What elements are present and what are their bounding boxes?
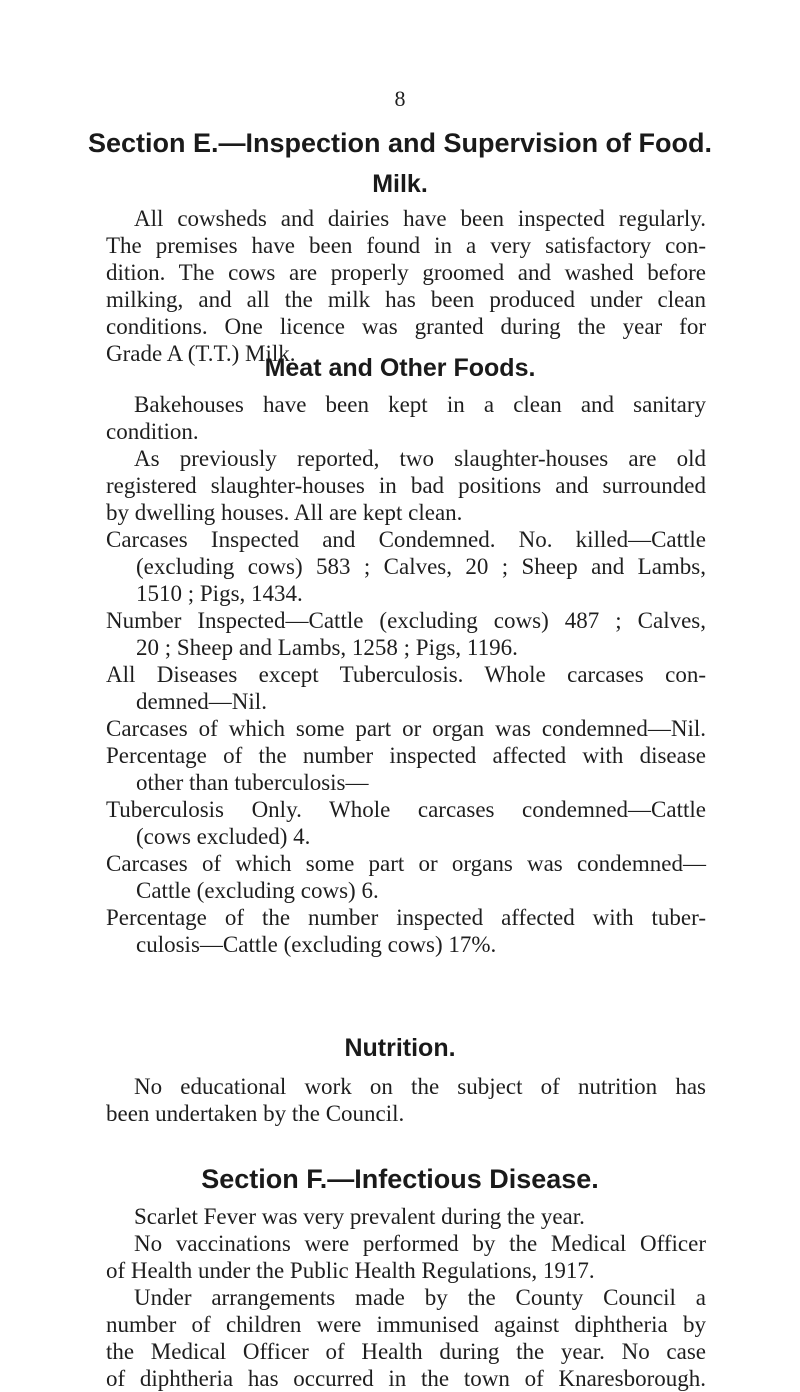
milk-line: Grade A (T.T.) Milk. [106,341,296,366]
meat-line: Percentage of the number inspected affected with disease [106,743,706,768]
milk-line: The premises have been found in a very satisfactory con- [106,233,706,258]
meat-line: other than tuberculosis— [136,770,369,795]
milk-paragraph [106,205,706,367]
nutrition-line: been undertaken by the Council. [106,1101,405,1126]
nutrition-paragraph [106,1073,706,1127]
meat-line: Carcases of which some part or organs was condemned— [106,851,706,876]
meat-line: 20 ; Sheep and Lambs, 1258 ; Pigs, 1196. [136,635,518,660]
meat-line: As previously reported, two slaughter-houses are old [134,446,706,471]
meat-line: Bakehouses have been kept in a clean and sanitary [134,392,706,417]
nutrition-line: No educational work on the subject of nutrition has [134,1074,706,1099]
milk-line: milking, and all the milk has been produced under clean [106,287,706,312]
page-number: 8 [394,86,406,111]
section-f-line: No vaccinations were performed by the Medical Officer [134,1231,706,1256]
meat-line: condition. [106,419,199,444]
section-f-paragraph [106,1203,706,1392]
section-f-title: Section F.—Infectious Disease. [201,1164,599,1194]
meat-line: Carcases Inspected and Condemned. No. killed—Cattle [106,527,706,552]
meat-line: Cattle (excluding cows) 6. [136,878,379,903]
section-f-line: of Health under the Public Health Regulations, 1917. [106,1258,595,1283]
meat-line: Number Inspected—Cattle (excluding cows) 487 ; Calves, [106,608,706,633]
meat-heading: Meat and Other Foods. [264,354,536,382]
meat-line: (cows excluded) 4. [136,824,311,849]
section-e-title: Section E.—Inspection and Supervision of Food. [87,128,713,158]
meat-line: Carcases of which some part or organ was condemned—Nil. [106,716,706,741]
milk-line: conditions. One licence was granted during the year for [106,314,706,339]
meat-line: 1510 ; Pigs, 1434. [136,581,303,606]
milk-line: dition. The cows are properly groomed and washed before [106,260,706,285]
milk-line: All cowsheds and dairies have been inspected regularly. [134,206,706,231]
milk-heading: Milk. [372,170,428,198]
meat-line: registered slaughter-houses in bad positions and surrounded [106,473,706,498]
meat-paragraph [106,391,706,958]
section-f-line: of diphtheria has occurred in the town of Knaresborough. [106,1366,706,1391]
section-f-line: number of children were immunised against diphtheria by [106,1312,706,1337]
meat-line: demned—Nil. [136,689,267,714]
nutrition-heading: Nutrition. [344,1034,456,1062]
meat-line: Percentage of the number inspected affected with tuber- [106,905,706,930]
meat-line: by dwelling houses. All are kept clean. [106,500,463,525]
meat-line: (excluding cows) 583 ; Calves, 20 ; Sheep and Lambs, [136,554,706,579]
meat-line: All Diseases except Tuberculosis. Whole carcases con- [106,662,706,687]
section-f-line: the Medical Officer of Health during the year. No case [106,1339,706,1364]
section-f-line: Scarlet Fever was very prevalent during the year. [134,1204,585,1229]
meat-line: Tuberculosis Only. Whole carcases condemned—Cattle [106,797,706,822]
meat-line: culosis—Cattle (excluding cows) 17%. [136,932,497,957]
section-f-line: Under arrangements made by the County Council a [134,1285,706,1310]
